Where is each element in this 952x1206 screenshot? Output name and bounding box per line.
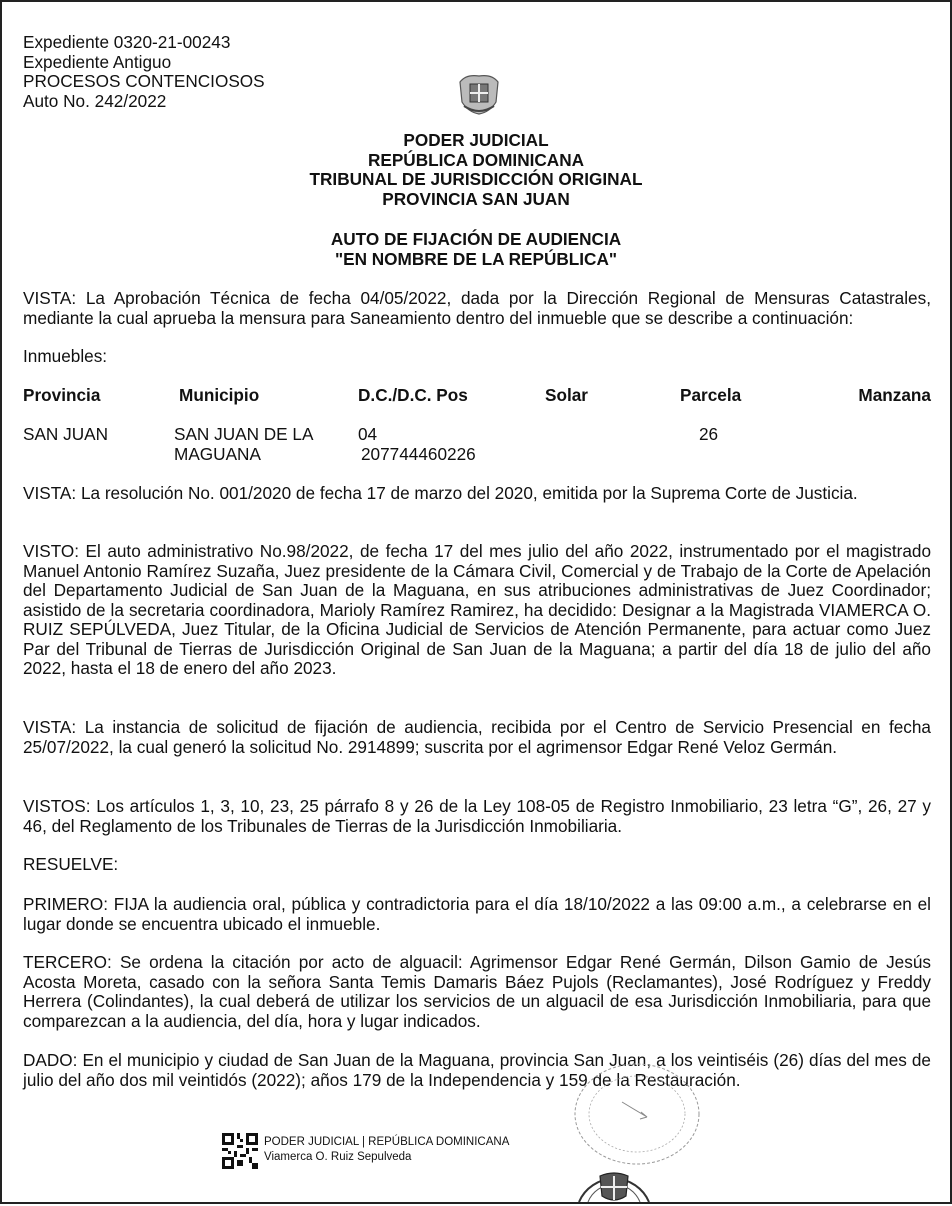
col-header-solar: Solar	[545, 385, 588, 405]
document-title	[2, 230, 950, 269]
col-header-provincia: Provincia	[23, 385, 101, 405]
coat-of-arms-icon	[456, 72, 502, 116]
title-line: AUTO DE FIJACIÓN DE AUDIENCIA	[330, 229, 622, 249]
cell-municipio-line: SAN JUAN DE LA	[174, 424, 314, 444]
vista-paragraph-1: VISTA: La Aprobación Técnica de fecha 04/05/2022, dada por la Dirección Regional de Mensuras Catastrales, mediante la cual aprueba la mensura para Saneamiento dentro del inmueble que se describe a continuación:	[23, 288, 931, 328]
cell-municipio	[174, 425, 313, 464]
col-header-dc: D.C./D.C. Pos	[358, 385, 468, 405]
cell-municipio-line: MAGUANA	[174, 443, 261, 464]
cell-provincia: SAN JUAN	[23, 424, 108, 444]
cell-dc-line: 04	[358, 424, 378, 444]
process-type: PROCESOS CONTENCIOSOS	[23, 71, 265, 91]
col-header-manzana: Manzana	[858, 385, 931, 405]
vista-paragraph-3: VISTA: La instancia de solicitud de fijación de audiencia, recibida por el Centro de Servicio Presencial en fecha 25/07/2022, la cual generó la solicitud No. 2914899; suscrita por el agrimensor Edgar René Veloz Germán.	[23, 717, 931, 757]
dado-paragraph: DADO: En el municipio y ciudad de San Juan de la Maguana, provincia San Juan, a los veintiséis (26) días del mes de julio del año dos mil veintidós (2022); años 179 de la Independencia y 159 de la Restauración.	[23, 1050, 931, 1090]
cell-dc-line: 207744460226	[361, 443, 476, 464]
institution-line: PODER JUDICIAL	[403, 130, 549, 150]
institution-line: PROVINCIA SAN JUAN	[382, 188, 570, 209]
signature-institution: PODER JUDICIAL | REPÚBLICA DOMINICANA	[264, 1136, 510, 1148]
signature-name: Viamerca O. Ruiz Sepulveda	[264, 1151, 412, 1163]
institution-block	[2, 131, 950, 209]
case-number: Expediente 0320-21-00243	[23, 32, 231, 52]
institution-line: REPÚBLICA DOMINICANA	[367, 149, 585, 170]
qr-code-icon	[222, 1133, 258, 1169]
visto-paragraph: VISTO: El auto administrativo No.98/2022, de fecha 17 del mes julio del año 2022, instrumentado por el magistrado Manuel Antonio Ramírez Suzaña, Juez presidente de la Cámara Civil, Comercial y de Trabajo de la Corte de Apelación del Departamento Judicial de San Juan de la Maguana, en sus atribuciones administrativas de Juez Coordinador; asistido de la secretaria coordinadora, Marioly Ramírez Ramirez, ha decidido: Designar a la Magistrada VIAMERCA O. RUIZ SEPÚLVEDA, Juez Titular, de la Oficina Judicial de Servicios de Atención Permanente, para actuar como Juez Par del Tribunal de Tierras de Jurisdicción Original de San Juan de la Maguana; a partir del día 18 de julio del año 2022, hasta el 18 de enero del año 2023.	[23, 541, 931, 678]
institution-line: TRIBUNAL DE JURISDICCIÓN ORIGINAL	[309, 169, 643, 189]
col-header-parcela: Parcela	[680, 385, 742, 405]
cell-dc	[358, 425, 476, 464]
inmuebles-label: Inmuebles:	[23, 346, 108, 366]
coat-of-arms-stamp-icon	[574, 1142, 654, 1206]
vistos-paragraph: VISTOS: Los artículos 1, 3, 10, 23, 25 párrafo 8 y 26 de la Ley 108-05 de Registro Inmobiliario, 23 letra “G”, 26, 27 y 46, del Reglamento de los Tribunales de Tierras de la Jurisdicción Inmobiliaria.	[23, 796, 931, 836]
col-header-municipio: Municipio	[179, 385, 260, 405]
old-case-label: Expediente Antiguo	[23, 51, 172, 72]
auto-number: Auto No. 242/2022	[23, 90, 167, 111]
tercero-paragraph: TERCERO: Se ordena la citación por acto de alguacil: Agrimensor Edgar René Germán, Dilson Gamio de Jesús Acosta Moreta, casado con la señora Santa Temis Damaris Báez Pujols (Reclamantes), José Rodríguez y Freddy Herrera (Colindantes), la cual deberá de utilizar los servicios de un alguacil de esa Jurisdicción Inmobiliaria, para que comparezcan a la audiencia, del día, hora y lugar indicados.	[23, 952, 931, 1031]
vista-paragraph-2: VISTA: La resolución No. 001/2020 de fecha 17 de marzo del 2020, emitida por la Suprema Corte de Justicia.	[23, 483, 858, 503]
title-line: "EN NOMBRE DE LA REPÚBLICA"	[334, 248, 618, 269]
resuelve-label: RESUELVE:	[23, 854, 119, 874]
cell-parcela: 26	[699, 424, 719, 444]
digital-signature	[264, 1135, 509, 1165]
primero-paragraph: PRIMERO: FIJA la audiencia oral, pública y contradictoria para el día 18/10/2022 a las 09:00 a.m., a celebrarse en el lugar donde se encuentra ubicado el inmueble.	[23, 894, 931, 934]
case-header	[23, 33, 265, 111]
